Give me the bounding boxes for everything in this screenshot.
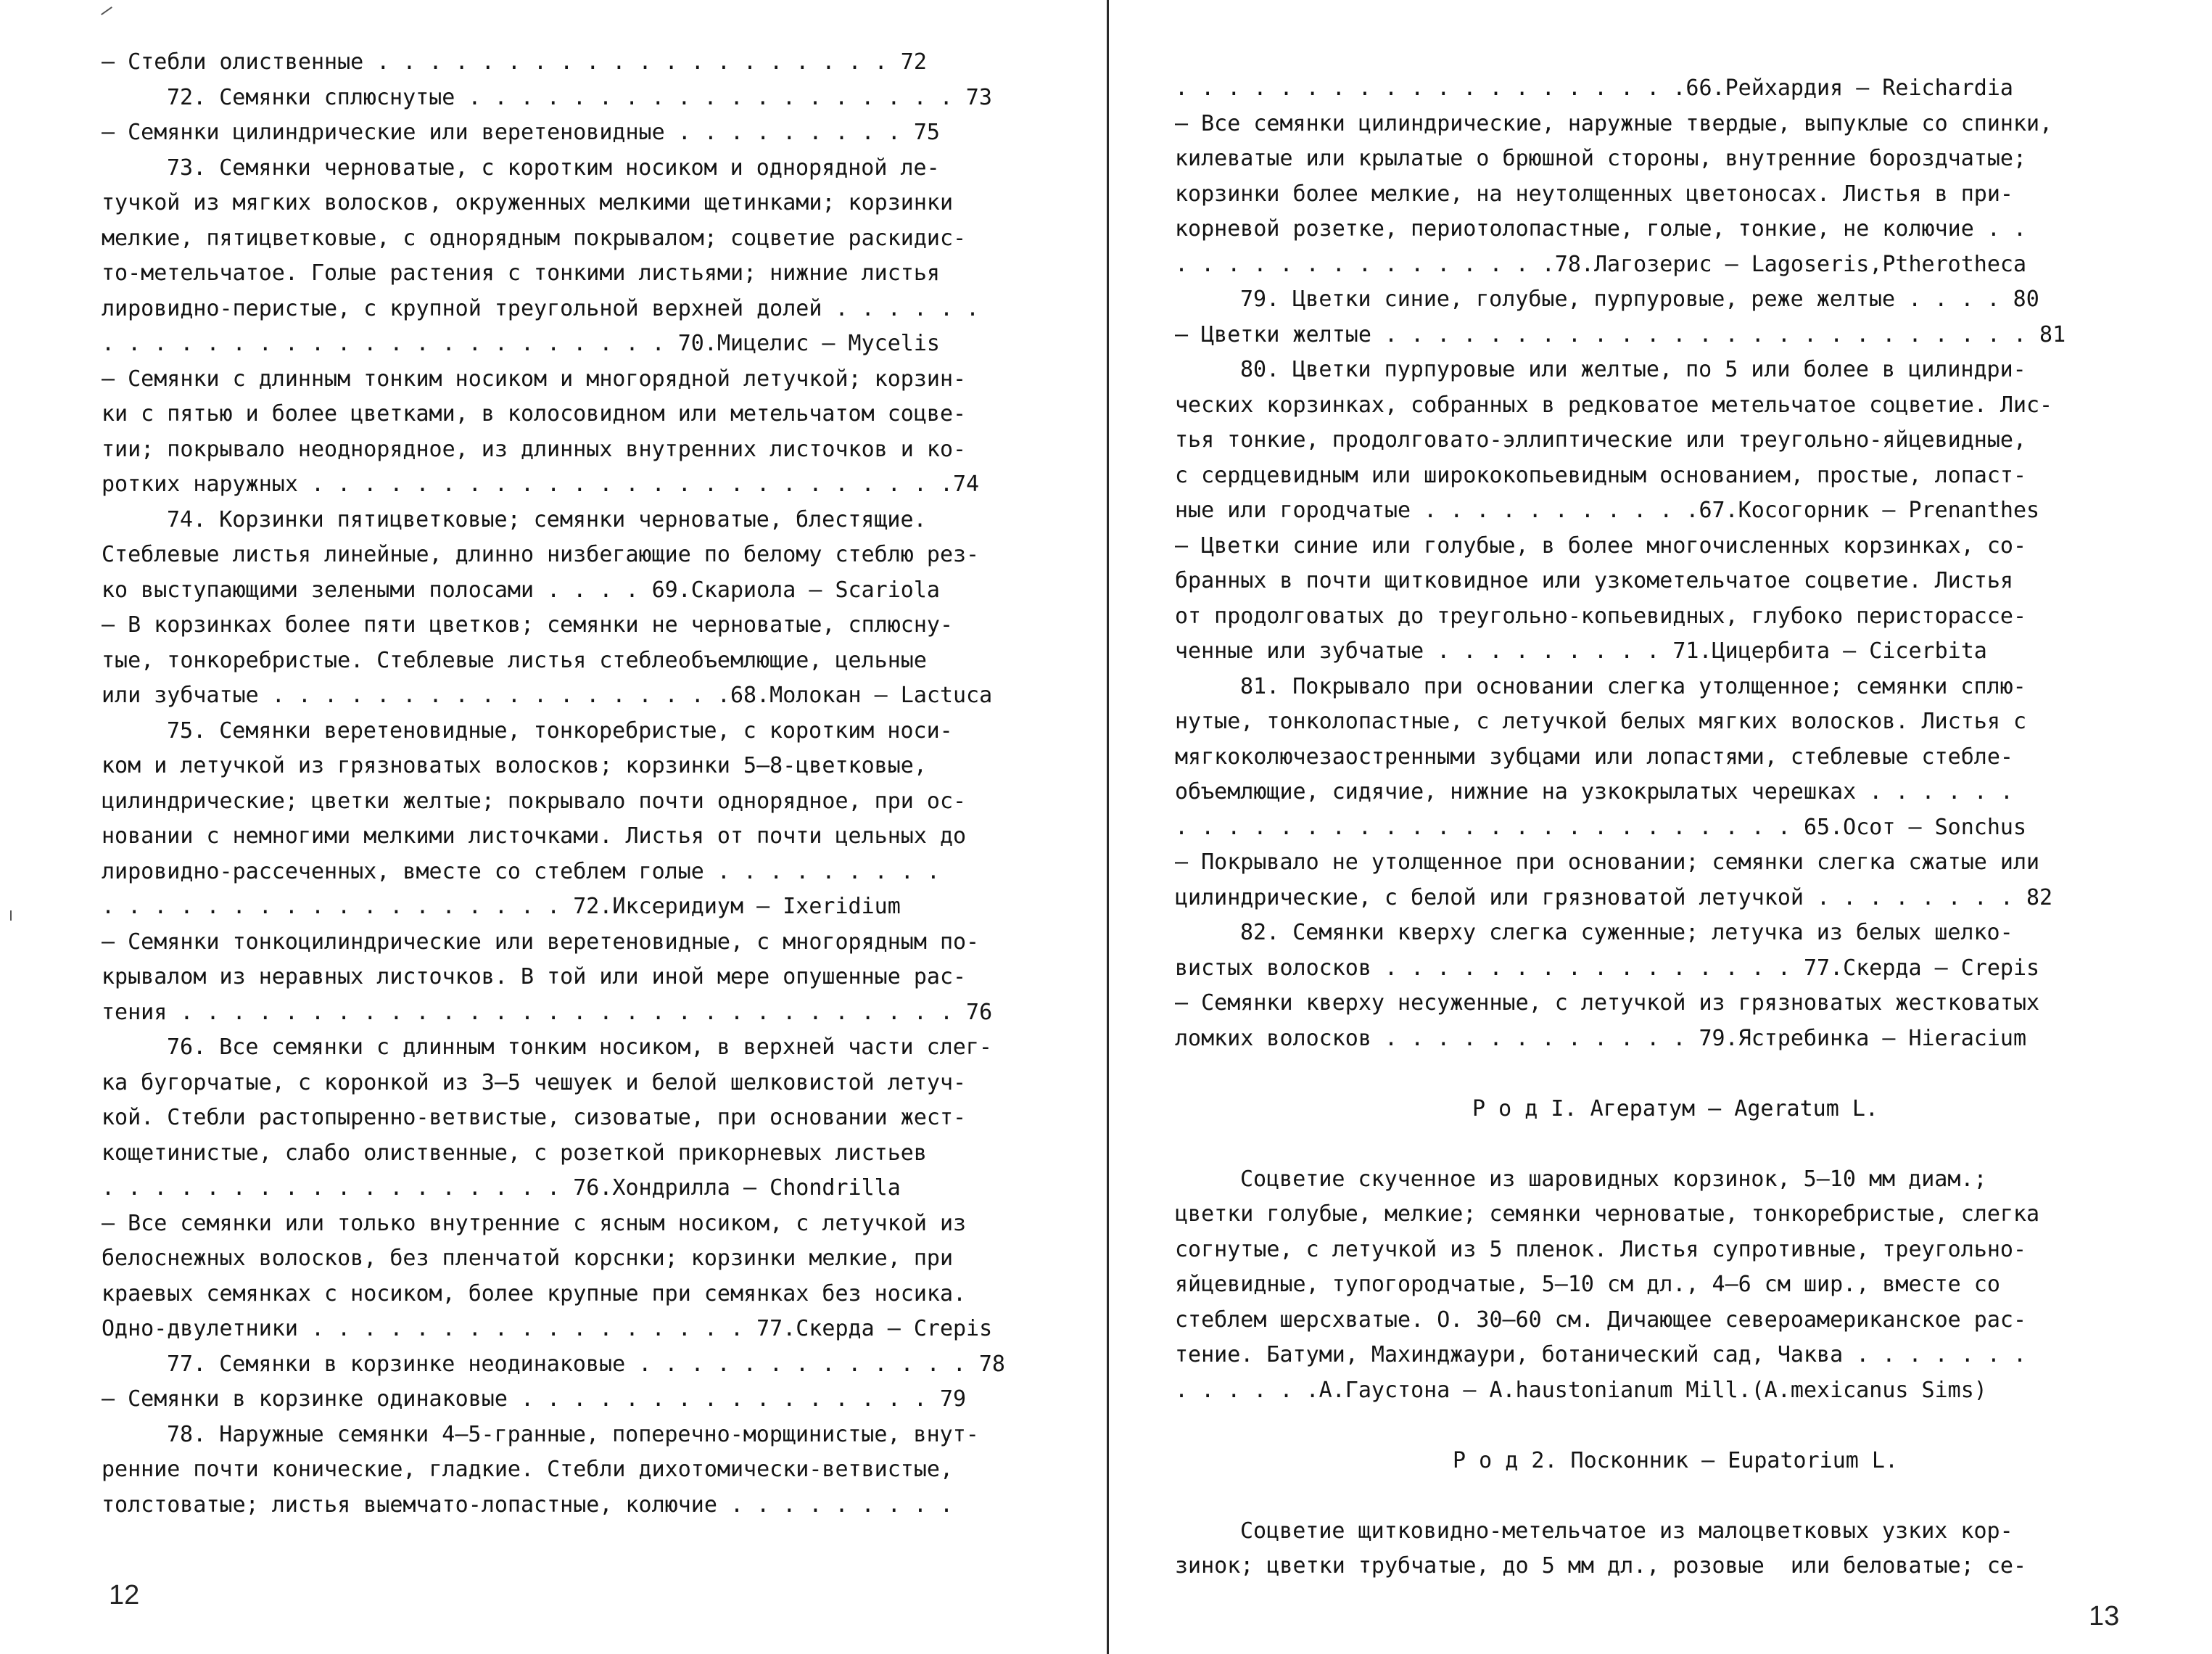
page-number: 12 [109, 1580, 140, 1610]
text-line: ломких волосков . . . . . . . . . . . . 79.Ястребинка – Hieracium [1175, 1025, 2026, 1051]
text-line: тучкой из мягких волосков, окруженных мелкими щетинками; корзинки [102, 190, 953, 215]
text-line: . . . . . . . . . . . . . . . . . . . . . . . . 65.Осот – Sonchus [1175, 814, 2026, 840]
text-line: ки с пятью и более цветками, в колосовидном или метельчатом соцве- [102, 401, 967, 427]
text-line: яйцевидные, тупогородчатые, 5–10 см дл., 4–6 см шир., вместе со [1175, 1272, 2000, 1297]
text-line: . . . . . . . . . . . . . . . . . . 76.Хондрилла – Chondrilla [102, 1175, 901, 1201]
page-number: 13 [2089, 1601, 2120, 1632]
text-line: корневой розетке, периотолопастные, голые, тонкие, не колючие . . [1175, 216, 2026, 242]
text-line: 80. Цветки пурпуровые или желтые, по 5 или более в цилиндри- [1240, 357, 2026, 382]
text-line: цилиндрические, с белой или грязноватой летучкой . . . . . . . . 82 [1175, 884, 2053, 910]
text-line: ка бугорчатые, с коронкой из 3–5 чешуек и белой шелковистой летуч- [102, 1069, 967, 1095]
text-line: 73. Семянки черноватые, с коротким носиком и однорядной ле- [167, 155, 940, 181]
text-line: Стеблевые листья линейные, длинно низбегающие по белому стеблю рез- [102, 542, 980, 567]
text-line: тения . . . . . . . . . . . . . . . . . . . . . . . . . . . . . . 76 [102, 999, 993, 1025]
blank-line [1175, 1478, 2176, 1514]
left-page-text [102, 45, 1088, 1523]
text-line: зинок; цветки трубчатые, до 5 мм дл., розовые или беловатые; се- [1175, 1553, 2026, 1579]
text-line: бранных в почти щитковидное или узкометельчатое соцветие. Листья [1175, 568, 2013, 593]
text-line: вистых волосков . . . . . . . . . . . . . . . . 77.Скерда – Crepis [1175, 955, 2040, 981]
text-line: ческих корзинках, собранных в редковатое метельчатое соцветие. Лис- [1175, 392, 2053, 418]
text-line: ренние почти конические, гладкие. Стебли дихотомически-ветвистые, [102, 1457, 953, 1482]
left-page [0, 0, 1102, 1654]
text-line: или зубчатые . . . . . . . . . . . . . . . . . .68.Молокан – Lactuca [102, 683, 993, 708]
text-line: Одно-двулетники . . . . . . . . . . . . . . . . . 77.Скерда – Crepis [102, 1316, 993, 1341]
text-line: ные или городчатые . . . . . . . . . . .67.Косогорник – Prenanthes [1175, 498, 2040, 523]
text-line: килеватые или крылатые о брюшной стороны, внутренние бороздчатые; [1175, 146, 2026, 171]
text-line: ротких наружных . . . . . . . . . . . . . . . . . . . . . . . . .74 [102, 472, 980, 497]
text-line: 75. Семянки веретеновидные, тонкоребристые, с коротким носи- [167, 717, 953, 744]
right-page-text [1175, 71, 2176, 1584]
text-line: . . . . . . . . . . . . . . . . . . . .66.Рейхардия – Reichardia [1175, 75, 2013, 101]
text-line: – Цветки желтые . . . . . . . . . . . . . . . . . . . . . . . . . 81 [1175, 321, 2066, 347]
text-line: . . . . . .А.Гаустона – A.haustonianum Mill.(A.mexicanus Sims) [1175, 1377, 1987, 1403]
text-line: ченные или зубчатые . . . . . . . . . 71.Цицербита – Cicerbita [1175, 638, 1987, 664]
text-line: 82. Семянки кверху слегка суженные; летучка из белых шелко- [1240, 920, 2013, 945]
text-line: ко выступающими зелеными полосами . . . . 69.Скариола – Scariola [102, 577, 940, 603]
text-line: . . . . . . . . . . . . . . . . . . . . . . 70.Мицелис – Mycelis [102, 331, 940, 356]
text-line: нутые, тонколопастные, с летучкой белых мягких волосков. Листья с [1175, 709, 2026, 734]
text-line: 74. Корзинки пятицветковые; семянки черноватые, блестящие. [167, 506, 927, 532]
text-line: – Стебли олиственные . . . . . . . . . . . . . . . . . . . . 72 [102, 49, 927, 75]
text-line: 78. Наружные семянки 4–5-гранные, поперечно-морщинистые, внут- [167, 1421, 979, 1447]
text-line: согнутые, с летучкой из 5 пленок. Листья супротивные, треугольно- [1175, 1236, 2026, 1262]
text-line: – В корзинках более пяти цветков; семянки не черноватые, сплюсну- [102, 612, 953, 638]
text-line: Соцветие скученное из шаровидных корзинок, 5–10 мм диам.; [1240, 1166, 1987, 1192]
text-line: тые, тонкоребристые. Стеблевые листья стеблеобъемлющие, цельные [102, 647, 927, 673]
text-line: корзинки более мелкие, на неутолщенных цветоносах. Листья в при- [1175, 181, 2013, 207]
text-line: белоснежных волосков, без пленчатой корснки; корзинки мелкие, при [102, 1246, 953, 1271]
text-line: тии; покрывало неоднорядное, из длинных внутренних листочков и ко- [102, 436, 967, 462]
text-line: стеблем шерсхватые. О. 30–60 см. Дичающее североамериканское рас- [1175, 1307, 2026, 1333]
text-line: – Все семянки цилиндрические, наружные твердые, выпуклые со спинки, [1175, 110, 2053, 136]
text-line: – Покрывало не утолщенное при основании; семянки слегка сжатые или [1175, 849, 2040, 875]
blank-line [1175, 1127, 2176, 1162]
text-line: объемлющие, сидячие, нижние на узкокрылатых черешках . . . . . . [1175, 779, 2013, 805]
text-line: кой. Стебли растопыренно-ветвистые, сизоватые, при основании жест- [102, 1105, 967, 1130]
blank-line [1175, 1056, 2176, 1092]
text-line: мягкоколючезаостренными зубцами или лопастями, стеблевые стебле- [1175, 744, 2013, 770]
text-line: крывалом из неравных листочков. В той или иной мере опушенные рас- [102, 964, 967, 989]
text-line: – Все семянки или только внутренние с ясным носиком, с летучкой из [102, 1210, 967, 1236]
text-line: . . . . . . . . . . . . . . .78.Лагозерис – Lagoseris,Ptherotheca [1175, 251, 2026, 277]
text-line: цилиндрические; цветки желтые; покрывало почти однорядное, при ос- [102, 788, 967, 814]
text-line: с сердцевидным или ширококопьевидным основанием, простые, лопаст- [1175, 462, 2026, 488]
text-line: мелкие, пятицветковые, с однорядным покрывалом; соцветие раскидис- [102, 225, 967, 251]
text-line: от продолговатых до треугольно-копьевидных, глубоко перисторассе- [1175, 603, 2026, 629]
right-page [1117, 0, 2212, 1654]
text-line: . . . . . . . . . . . . . . . . . . 72.Иксеридиум – Ixeridium [102, 894, 901, 919]
text-line: – Семянки цилиндрические или веретеновидные . . . . . . . . . 75 [102, 120, 940, 145]
text-line: – Цветки синие или голубые, в более многочисленных корзинках, со- [1175, 532, 2026, 559]
text-line: 76. Все семянки с длинным тонким носиком, в верхней части слег- [167, 1034, 992, 1060]
text-line: лировидно-рассеченных, вместе со стеблем голые . . . . . . . . . [102, 858, 940, 884]
text-line: краевых семянках с носиком, более крупные при семянках без носика. [102, 1280, 967, 1307]
text-line: цветки голубые, мелкие; семянки черноватые, тонкоребристые, слегка [1175, 1201, 2040, 1227]
text-line: 77. Семянки в корзинке неодинаковые . . . . . . . . . . . . . 78 [167, 1351, 1005, 1377]
text-line: кощетинистые, слабо олиственные, с розеткой прикорневых листьев [102, 1140, 927, 1166]
text-line: ком и летучкой из грязноватых волосков; корзинки 5–8-цветковые, [102, 753, 927, 778]
text-line: 79. Цветки синие, голубые, пурпуровые, реже желтые . . . . 80 [1240, 287, 2039, 312]
text-line: толстоватые; листья выемчато-лопастные, колючие . . . . . . . . . [102, 1492, 953, 1518]
text-line: – Семянки кверху несуженные, с летучкой из грязноватых жестковатых [1175, 990, 2040, 1016]
blank-line [1175, 1408, 2176, 1444]
text-line: лировидно-перистые, с крупной треугольной верхней долей . . . . . . [102, 295, 980, 321]
section-heading: Р о д 2. Посконник – Eupatorium L. [1452, 1447, 1899, 1473]
text-line: – Семянки тонкоцилиндрические или веретеновидные, с многорядным по- [102, 929, 980, 955]
text-line: то-метельчатое. Голые растения с тонкими листьями; нижние листья [102, 260, 940, 286]
text-line: Соцветие щитковидно-метельчатое из малоцветковых узких кор- [1240, 1518, 2013, 1544]
text-line: – Семянки в корзинке одинаковые . . . . . . . . . . . . . . . . 79 [102, 1386, 967, 1412]
text-line: 81. Покрывало при основании слегка утолщенное; семянки сплю- [1240, 673, 2026, 699]
section-heading: Р о д I. Агератум – Ageratum L. [1472, 1095, 1878, 1122]
text-line: – Семянки с длинным тонким носиком и многорядной летучкой; корзин- [102, 366, 967, 392]
scan-mark [10, 910, 12, 921]
text-line: 72. Семянки сплюснутые . . . . . . . . . . . . . . . . . . . 73 [167, 84, 992, 110]
text-line: тья тонкие, продолговато-эллиптические или треугольно-яйцевидные, [1175, 427, 2026, 453]
text-line: тение. Батуми, Махинджаури, ботанический сад, Чаква . . . . . . . [1175, 1342, 2026, 1367]
page-gutter [1107, 0, 1109, 1654]
text-line: новании с немногими мелкими листочками. Листья от почти цельных до [102, 823, 967, 849]
